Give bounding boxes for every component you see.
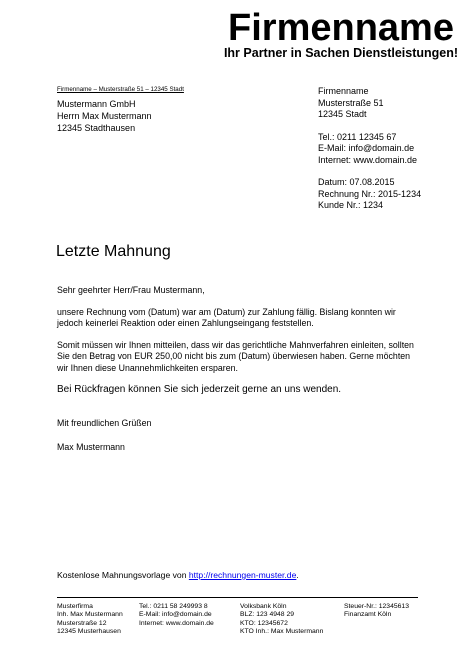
letter-date: Datum: 07.08.2015 (318, 177, 395, 187)
template-note-prefix: Kostenlose Mahnungsvorlage von (57, 570, 189, 580)
footer-contact-column (139, 603, 214, 628)
recipient-line: Herrn Max Mustermann (57, 111, 152, 121)
company-name: Firmenname (228, 7, 454, 49)
sender-phone: Tel.: 0211 12345 67 (318, 131, 397, 142)
footer-line: BLZ: 123 4948 29 (240, 611, 295, 619)
footer-line: Volksbank Köln (240, 603, 287, 610)
footer-divider (57, 597, 418, 598)
return-address-line: Firmenname – Musterstraße 51 – 12345 Stadt (57, 86, 184, 93)
recipient-line: 12345 Stadthausen (57, 123, 136, 133)
footer-line: Finanzamt Köln (344, 611, 392, 619)
salutation: Sehr geehrter Herr/Frau Mustermann, (57, 285, 205, 295)
footer-line: KTO: 12345672 (240, 619, 288, 627)
footer-company-column (57, 603, 123, 636)
sender-website: Internet: www.domain.de (318, 154, 418, 165)
sender-info-block (318, 86, 421, 212)
invoice-number: Rechnung Nr.: 2015-1234 (318, 188, 422, 199)
customer-number: Kunde Nr.: 1234 (318, 200, 384, 210)
footer-line: Musterstraße 12 (57, 619, 107, 627)
footer-line: Musterfirma (57, 603, 93, 610)
footer-line: Internet: www.domain.de (139, 619, 214, 627)
footer-line: E-Mail: info@domain.de (139, 611, 212, 619)
body-paragraph: unsere Rechnung vom (Datum) war am (Datum) zur Zahlung fällig. Bislang konnten wir jedoch keinerlei Reaktion oder einen Zahlungseingang feststellen. (57, 306, 396, 328)
company-logo (214, 7, 468, 60)
recipient-address (57, 98, 152, 134)
sender-name: Firmenname (318, 86, 369, 96)
letter-body (57, 285, 417, 463)
sender-street: Musterstraße 51 (318, 97, 384, 108)
signature-name: Max Mustermann (57, 441, 125, 452)
recipient-line: Mustermann GmbH (57, 99, 136, 109)
closing-phrase: Mit freundlichen Grüßen (57, 418, 152, 428)
company-tagline: Ihr Partner in Sachen Dienstleistungen! (223, 46, 459, 60)
footer-line: Steuer-Nr.: 12345613 (344, 603, 409, 610)
template-note (57, 570, 299, 580)
sender-city: 12345 Stadt (318, 109, 367, 119)
body-paragraph: Bei Rückfragen können Sie sich jederzeit gerne an uns wenden. (57, 384, 342, 395)
footer-bank-column (240, 603, 323, 636)
letter-subject: Letzte Mahnung (56, 243, 171, 260)
sender-email: E-Mail: info@domain.de (318, 143, 415, 153)
footer-line: Inh. Max Mustermann (57, 611, 123, 619)
template-note-suffix: . (296, 570, 299, 580)
footer-line: Tel.: 0211 58 249993 8 (139, 603, 208, 610)
footer-line: 12345 Musterhausen (57, 627, 121, 635)
footer-line: KTO Inh.: Max Mustermann (240, 627, 324, 635)
body-paragraph: Somit müssen wir Ihnen mitteilen, dass wir das gerichtliche Mahnverfahren einleiten, sollten Sie den Betrag von EUR 250,00 nicht bis zum (Datum) überwiesen haben. Gerne möchten wir Ihnen diese Unannehmlichkeiten ersparen. (57, 339, 414, 373)
template-link[interactable]: http://rechnungen-muster.de (188, 570, 297, 580)
footer-tax-column (344, 603, 409, 620)
